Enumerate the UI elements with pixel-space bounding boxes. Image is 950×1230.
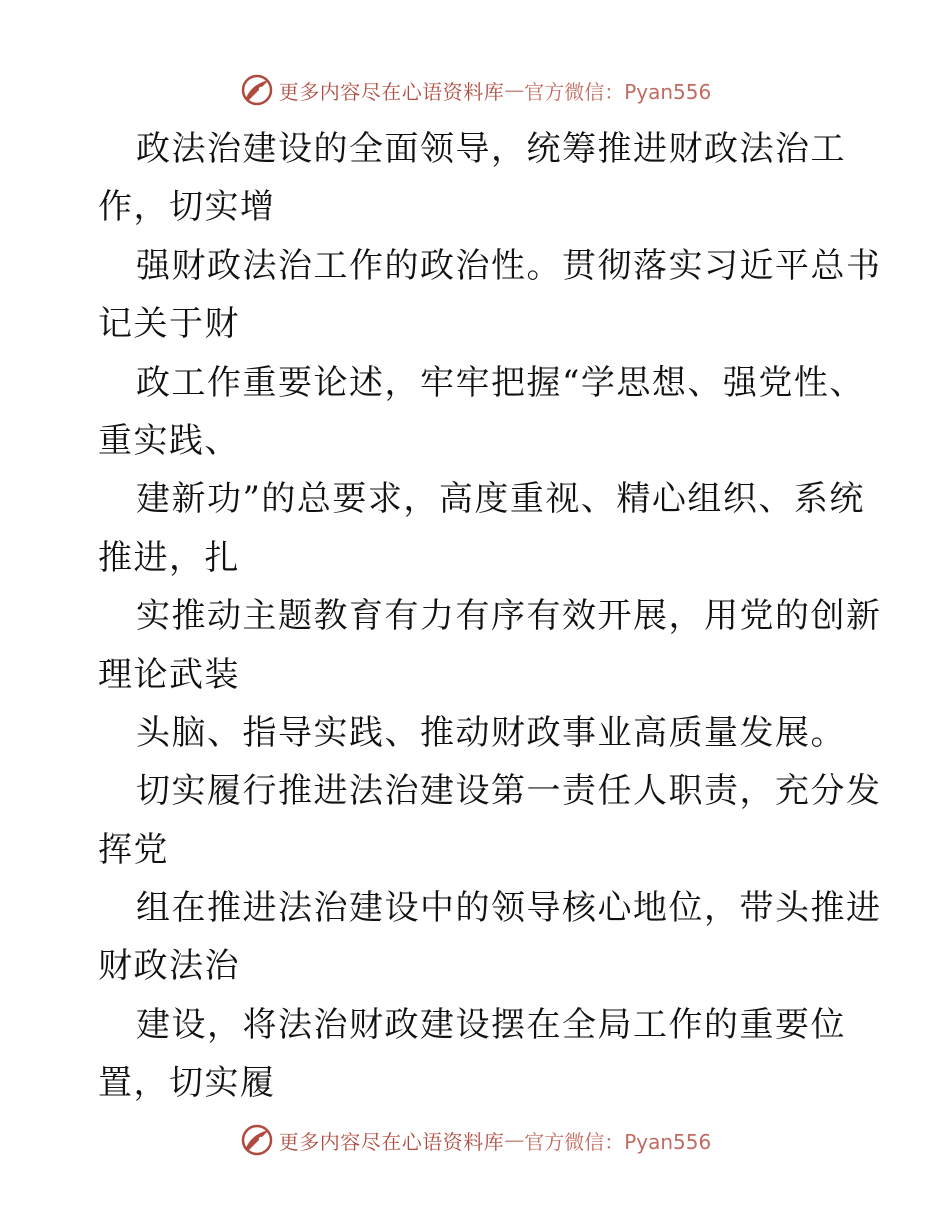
- text-line: 理论武装: [98, 654, 240, 695]
- watermark-wechat-text: 官方微信：Pyan556: [524, 79, 712, 104]
- document-body: [98, 120, 882, 1113]
- footer-watermark: [0, 1120, 950, 1160]
- header-watermark: [0, 70, 950, 110]
- watermark-wechat-text: 官方微信：Pyan556: [524, 1129, 712, 1154]
- watermark-site-text: 更多内容尽在心语资料库: [278, 1129, 505, 1154]
- text-line: 组在推进法治建设中的领导核心地位，带头推进: [136, 888, 882, 929]
- text-line: 切实履行推进法治建设第一责任人职责，充分发: [136, 771, 882, 812]
- text-line: 作，切实增: [98, 187, 276, 228]
- text-line: 实推动主题教育有力有序有效开展，用党的创新: [136, 596, 882, 637]
- pen-logo-icon: [239, 1122, 275, 1158]
- text-line: 推进，扎: [98, 537, 240, 578]
- watermark-separator: —: [504, 1128, 525, 1152]
- text-line: 财政法治: [98, 946, 240, 987]
- text-line: 政法治建设的全面领导，统筹推进财政法治工: [136, 129, 846, 169]
- text-line: 置，切实履: [98, 1063, 276, 1104]
- text-line: 强财政法治工作的政治性。贯彻落实习近平总书: [136, 245, 882, 286]
- watermark-site-text: 更多内容尽在心语资料库: [278, 79, 505, 104]
- pen-logo-icon: [239, 72, 275, 108]
- text-line: 记关于财: [98, 304, 240, 345]
- text-line: 建新功”的总要求，高度重视、精心组织、系统: [136, 479, 865, 520]
- text-line: 建设，将法治财政建设摆在全局工作的重要位: [136, 1004, 846, 1045]
- text-line: 头脑、指导实践、推动财政事业高质量发展。: [136, 712, 846, 753]
- watermark-separator: —: [504, 78, 525, 102]
- text-line: 重实践、: [98, 420, 240, 461]
- text-line: 挥党: [98, 829, 169, 870]
- text-line: 政工作重要论述，牢牢把握“学思想、强党性、: [136, 362, 865, 403]
